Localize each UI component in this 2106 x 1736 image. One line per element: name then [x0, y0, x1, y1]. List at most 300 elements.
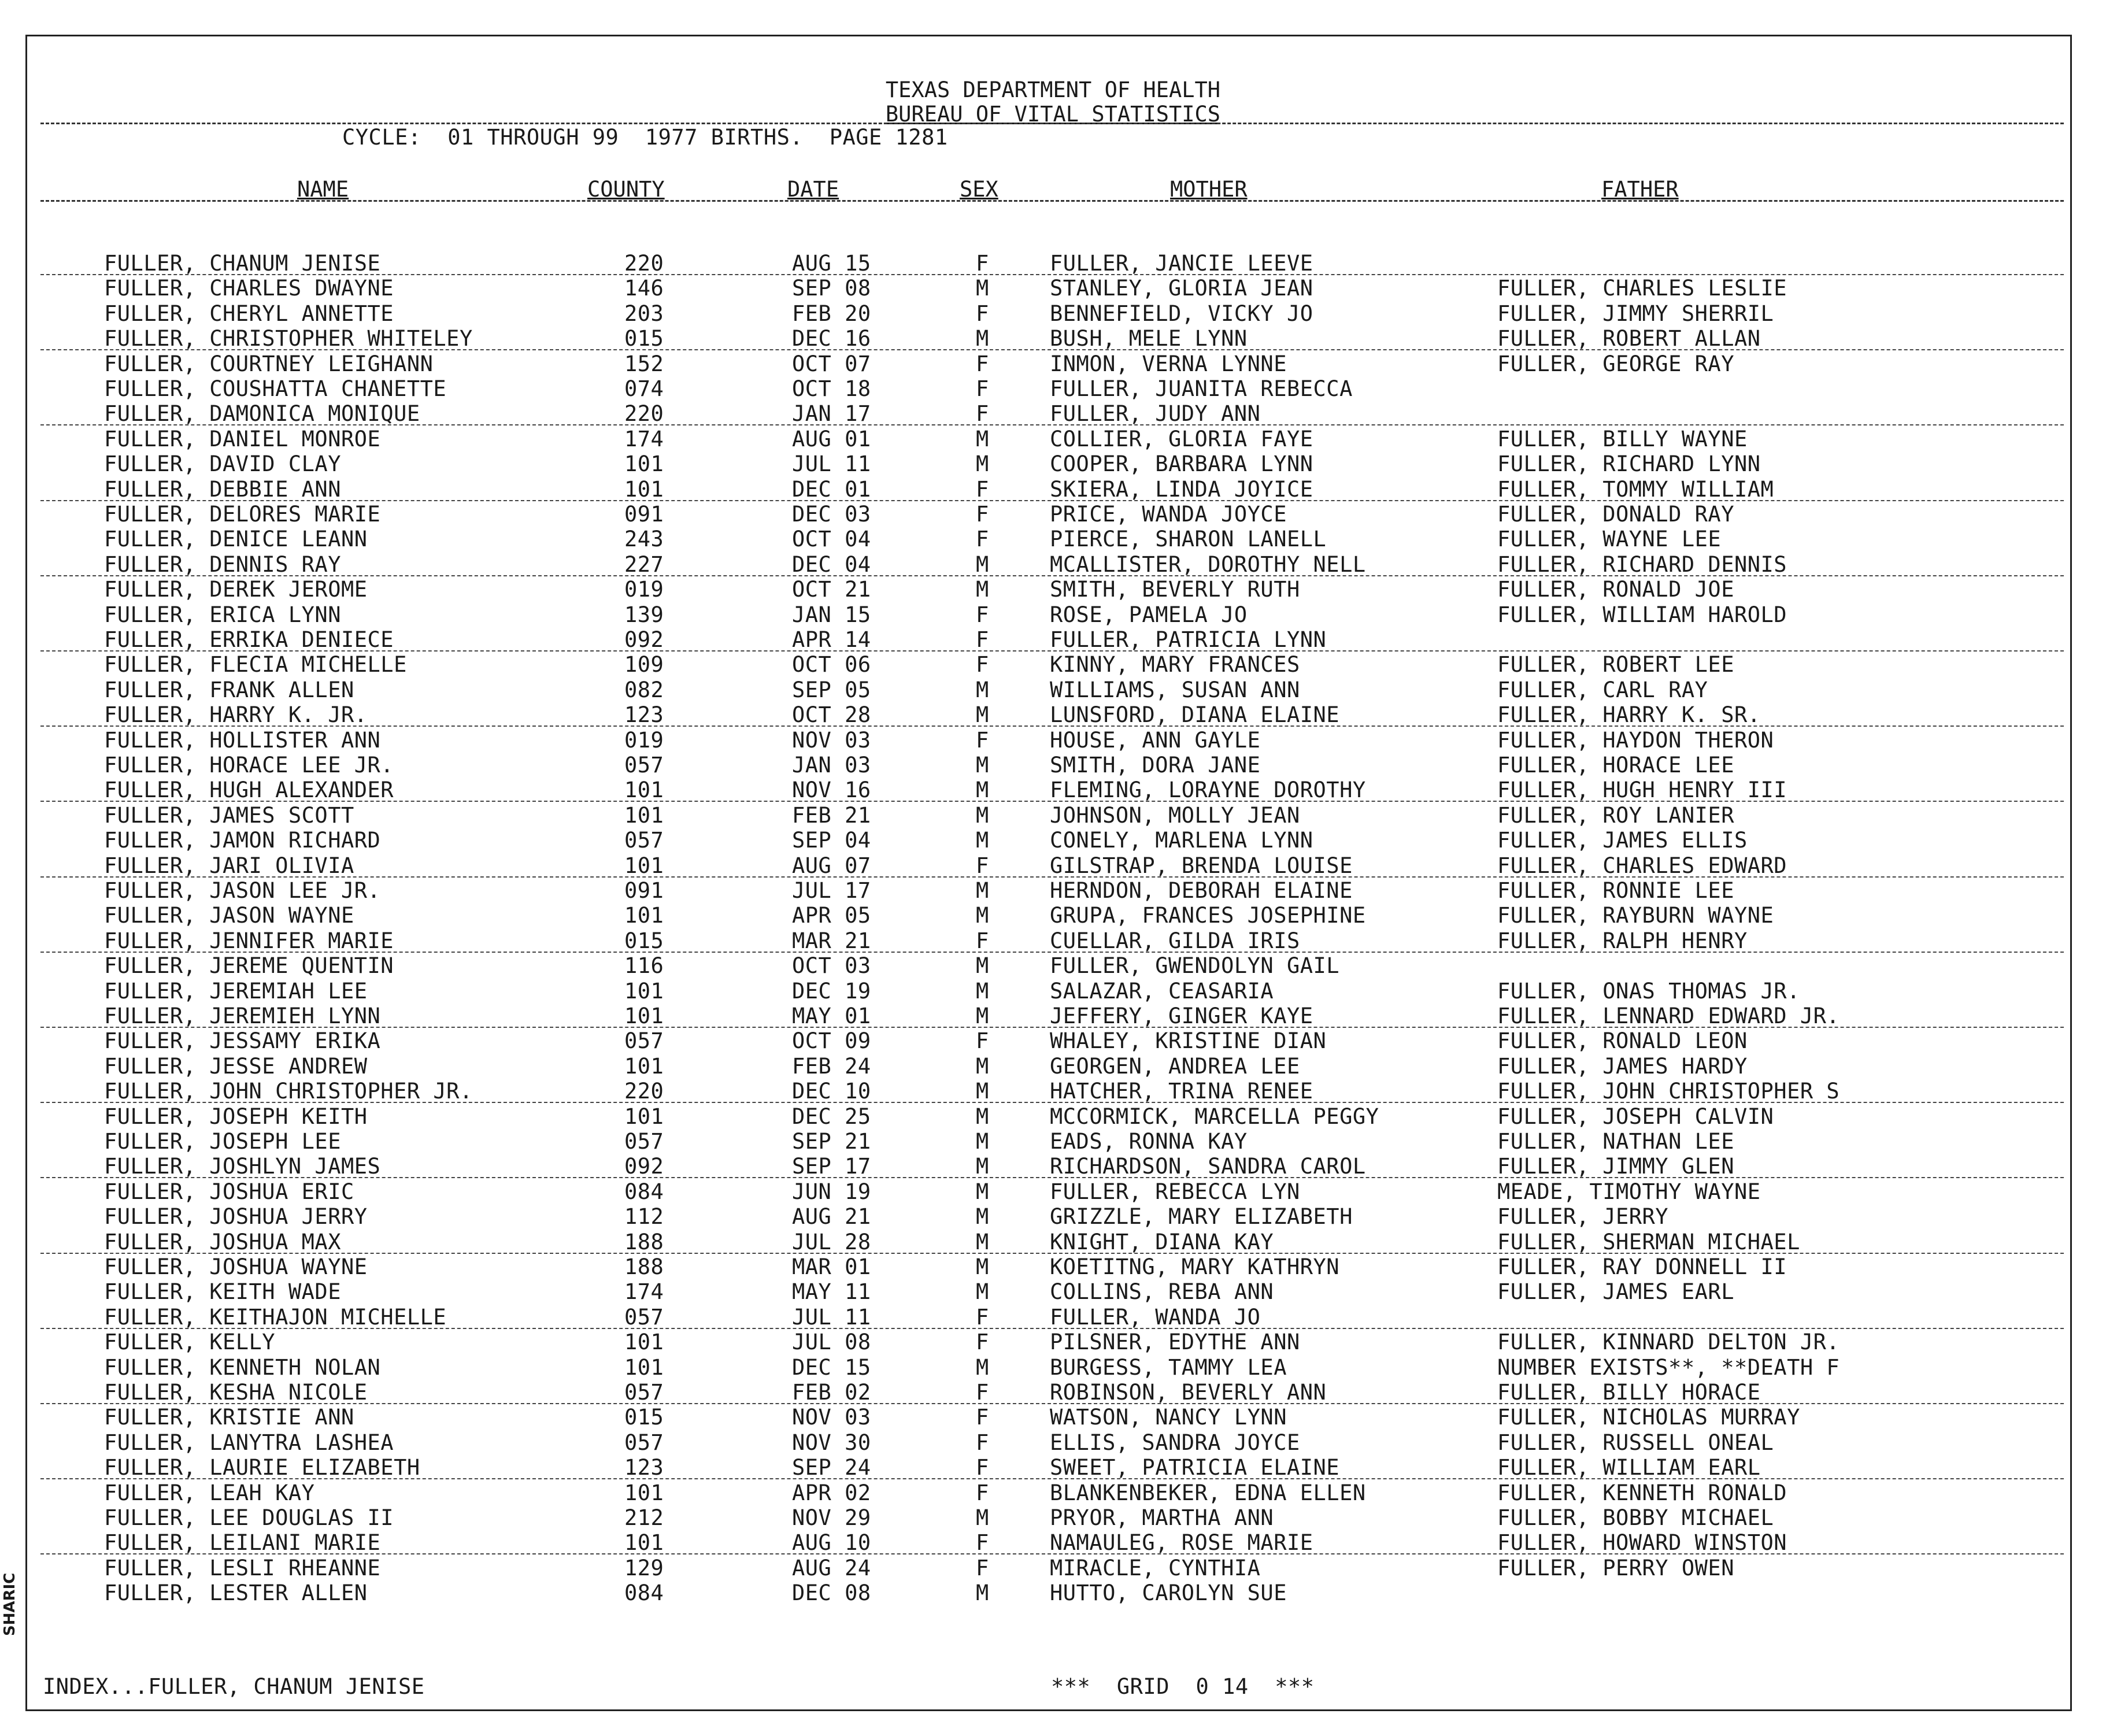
cell-sex: F: [976, 1555, 989, 1580]
cell-county: 212: [624, 1505, 664, 1530]
row-group-divider: [40, 1027, 2064, 1028]
cell-county: 101: [624, 1530, 664, 1556]
cell-name: FULLER, DELORES MARIE: [104, 502, 381, 527]
cell-date: MAR 21: [792, 928, 871, 953]
cell-father: FULLER, RUSSELL ONEAL: [1497, 1430, 1774, 1455]
cell-sex: M: [976, 978, 989, 1004]
cell-mother: COOPER, BARBARA LYNN: [1050, 451, 1313, 477]
cell-mother: STANLEY, GLORIA JEAN: [1050, 276, 1313, 301]
cell-name: FULLER, JEREME QUENTIN: [104, 953, 394, 979]
side-stamp: SHARIC: [1, 1572, 18, 1636]
cell-date: MAR 01: [792, 1254, 871, 1279]
cell-mother: GRIZZLE, MARY ELIZABETH: [1050, 1204, 1353, 1230]
cell-date: SEP 21: [792, 1129, 871, 1154]
cell-mother: SALAZAR, CEASARIA: [1050, 978, 1274, 1004]
cell-county: 101: [624, 802, 664, 828]
cell-date: OCT 06: [792, 652, 871, 678]
cell-father: FULLER, HAYDON THERON: [1497, 727, 1774, 753]
cell-father: FULLER, NATHAN LEE: [1497, 1129, 1734, 1154]
cell-name: FULLER, KRISTIE ANN: [104, 1405, 354, 1430]
cell-sex: F: [976, 1530, 989, 1556]
cell-county: 101: [624, 1354, 664, 1380]
row-group-divider: [40, 274, 2064, 275]
cell-date: NOV 29: [792, 1505, 871, 1530]
cell-father: FULLER, JAMES HARDY: [1497, 1053, 1748, 1079]
cell-date: OCT 04: [792, 527, 871, 552]
cell-name: FULLER, JENNIFER MARIE: [104, 928, 394, 953]
cell-name: FULLER, COUSHATTA CHANETTE: [104, 376, 447, 401]
cell-date: APR 14: [792, 627, 871, 652]
cell-mother: FLEMING, LORAYNE DOROTHY: [1050, 778, 1366, 803]
cell-date: AUG 01: [792, 426, 871, 451]
cell-date: JAN 15: [792, 602, 871, 627]
cell-father: FULLER, RONALD JOE: [1497, 577, 1734, 602]
cell-mother: COLLIER, GLORIA FAYE: [1050, 426, 1313, 451]
cell-sex: F: [976, 527, 989, 552]
cell-date: FEB 24: [792, 1053, 871, 1079]
cell-county: 101: [624, 1104, 664, 1129]
cell-mother: JOHNSON, MOLLY JEAN: [1050, 802, 1300, 828]
cell-sex: M: [976, 1505, 989, 1530]
cell-father: FULLER, BOBBY MICHAEL: [1497, 1505, 1774, 1530]
cell-father: FULLER, JAMES ELLIS: [1497, 828, 1748, 853]
cell-date: DEC 16: [792, 326, 871, 351]
row-group-divider: [40, 349, 2064, 350]
cell-sex: M: [976, 1204, 989, 1230]
cell-date: MAY 01: [792, 1004, 871, 1028]
cell-name: FULLER, JOSHLYN JAMES: [104, 1154, 381, 1179]
cell-name: FULLER, JOSHUA WAYNE: [104, 1254, 368, 1279]
agency-title: TEXAS DEPARTMENT OF HEALTH: [885, 77, 1221, 102]
cell-sex: M: [976, 1279, 989, 1305]
row-group-divider: [40, 575, 2064, 576]
cell-mother: CUELLAR, GILDA IRIS: [1050, 928, 1300, 953]
cell-father: FULLER, DONALD RAY: [1497, 502, 1734, 527]
cell-date: DEC 01: [792, 476, 871, 502]
cell-name: FULLER, FRANK ALLEN: [104, 677, 354, 702]
cell-mother: WILLIAMS, SUSAN ANN: [1050, 677, 1300, 702]
cell-date: SEP 05: [792, 677, 871, 702]
cell-father: FULLER, JOSEPH CALVIN: [1497, 1104, 1774, 1129]
cell-name: FULLER, LEILANI MARIE: [104, 1530, 381, 1556]
cell-date: DEC 03: [792, 502, 871, 527]
cell-date: AUG 07: [792, 853, 871, 878]
col-header-mother: MOTHER: [1170, 177, 1248, 202]
cell-sex: F: [976, 502, 989, 527]
cell-father: FULLER, JAMES EARL: [1497, 1279, 1734, 1305]
cell-date: DEC 25: [792, 1104, 871, 1129]
cell-mother: WATSON, NANCY LYNN: [1050, 1405, 1287, 1430]
cell-sex: F: [976, 853, 989, 878]
cell-county: 084: [624, 1179, 664, 1204]
cell-sex: F: [976, 476, 989, 502]
cell-county: 146: [624, 276, 664, 301]
cell-date: OCT 18: [792, 376, 871, 401]
cell-sex: F: [976, 401, 989, 427]
cell-father: FULLER, RALPH HENRY: [1497, 928, 1748, 953]
cell-name: FULLER, LESTER ALLEN: [104, 1580, 368, 1606]
cell-name: FULLER, HUGH ALEXANDER: [104, 778, 394, 803]
cell-date: SEP 17: [792, 1154, 871, 1179]
cell-name: FULLER, COURTNEY LEIGHANN: [104, 351, 434, 376]
cell-county: 019: [624, 727, 664, 753]
row-group-divider: [40, 424, 2064, 425]
column-divider: [40, 200, 2064, 202]
cell-name: FULLER, HOLLISTER ANN: [104, 727, 381, 753]
cell-father: FULLER, BILLY WAYNE: [1497, 426, 1748, 451]
cell-father: FULLER, ROY LANIER: [1497, 802, 1734, 828]
cell-county: 019: [624, 577, 664, 602]
cell-county: 116: [624, 953, 664, 979]
cell-county: 101: [624, 903, 664, 928]
cell-mother: FULLER, JANCIE LEEVE: [1050, 251, 1313, 276]
cell-mother: HERNDON, DEBORAH ELAINE: [1050, 878, 1353, 903]
cell-county: 101: [624, 1480, 664, 1505]
row-group-divider: [40, 500, 2064, 501]
cell-county: 101: [624, 978, 664, 1004]
cell-county: 203: [624, 301, 664, 326]
cell-name: FULLER, DAVID CLAY: [104, 451, 341, 477]
row-group-divider: [40, 1403, 2064, 1404]
cell-name: FULLER, CHARLES DWAYNE: [104, 276, 394, 301]
cell-father: FULLER, JIMMY SHERRIL: [1497, 301, 1774, 326]
cell-sex: M: [976, 953, 989, 979]
cell-father: FULLER, RONNIE LEE: [1497, 878, 1734, 903]
cell-father: FULLER, WAYNE LEE: [1497, 527, 1722, 552]
index-line: INDEX...FULLER, CHANUM JENISE: [43, 1674, 425, 1699]
cell-mother: MCCORMICK, MARCELLA PEGGY: [1050, 1104, 1379, 1129]
cell-date: OCT 07: [792, 351, 871, 376]
cell-name: FULLER, KELLY: [104, 1330, 276, 1355]
cell-name: FULLER, KEITH WADE: [104, 1279, 341, 1305]
cell-county: 015: [624, 928, 664, 953]
cell-name: FULLER, LESLI RHEANNE: [104, 1555, 381, 1580]
cell-father: FULLER, LENNARD EDWARD JR.: [1497, 1004, 1840, 1028]
bureau-title: BUREAU OF VITAL STATISTICS: [885, 102, 1221, 127]
cell-father: FULLER, CHARLES EDWARD: [1497, 853, 1787, 878]
cell-sex: M: [976, 778, 989, 803]
cell-date: JUL 28: [792, 1229, 871, 1254]
cell-county: 091: [624, 878, 664, 903]
cell-date: AUG 10: [792, 1530, 871, 1556]
cell-county: 101: [624, 476, 664, 502]
cell-sex: M: [976, 1004, 989, 1028]
col-header-date: DATE: [787, 177, 839, 202]
cell-mother: WHALEY, KRISTINE DIAN: [1050, 1028, 1327, 1054]
cell-sex: M: [976, 326, 989, 351]
cell-name: FULLER, JOSHUA ERIC: [104, 1179, 354, 1204]
row-group-divider: [40, 952, 2064, 953]
cell-sex: M: [976, 451, 989, 477]
cell-name: FULLER, JAMES SCOTT: [104, 802, 354, 828]
cell-father: FULLER, HOWARD WINSTON: [1497, 1530, 1787, 1556]
cell-date: OCT 03: [792, 953, 871, 979]
cell-sex: M: [976, 802, 989, 828]
cell-sex: M: [976, 551, 989, 577]
cell-county: 188: [624, 1229, 664, 1254]
cell-name: FULLER, LEAH KAY: [104, 1480, 315, 1505]
cell-name: FULLER, LEE DOUGLAS II: [104, 1505, 394, 1530]
cell-date: AUG 24: [792, 1555, 871, 1580]
cell-date: FEB 21: [792, 802, 871, 828]
cell-name: FULLER, DENICE LEANN: [104, 527, 368, 552]
cell-mother: ROBINSON, BEVERLY ANN: [1050, 1380, 1327, 1405]
cell-father: FULLER, RAYBURN WAYNE: [1497, 903, 1774, 928]
cell-name: FULLER, JASON WAYNE: [104, 903, 354, 928]
cell-mother: HOUSE, ANN GAYLE: [1050, 727, 1261, 753]
cell-father: FULLER, JOHN CHRISTOPHER S: [1497, 1079, 1840, 1104]
cell-name: FULLER, DANIEL MONROE: [104, 426, 381, 451]
cell-father: FULLER, KENNETH RONALD: [1497, 1480, 1787, 1505]
cell-mother: NAMAULEG, ROSE MARIE: [1050, 1530, 1313, 1556]
cell-father: FULLER, RICHARD DENNIS: [1497, 551, 1787, 577]
cell-father: FULLER, JERRY: [1497, 1204, 1669, 1230]
cell-mother: PRICE, WANDA JOYCE: [1050, 502, 1287, 527]
cell-county: 109: [624, 652, 664, 678]
cell-sex: M: [976, 1229, 989, 1254]
cell-father: FULLER, SHERMAN MICHAEL: [1497, 1229, 1800, 1254]
cell-date: NOV 03: [792, 727, 871, 753]
cell-name: FULLER, JOSHUA MAX: [104, 1229, 341, 1254]
row-group-divider: [40, 801, 2064, 802]
cell-mother: PIERCE, SHARON LANELL: [1050, 527, 1327, 552]
cell-county: 092: [624, 627, 664, 652]
row-group-divider: [40, 1328, 2064, 1329]
cell-sex: F: [976, 301, 989, 326]
cell-father: FULLER, RONALD LEON: [1497, 1028, 1748, 1054]
cycle-line: CYCLE: 01 THROUGH 99 1977 BIRTHS. PAGE 1281: [342, 125, 948, 150]
cell-date: MAY 11: [792, 1279, 871, 1305]
cell-county: 082: [624, 677, 664, 702]
cell-county: 139: [624, 602, 664, 627]
cell-sex: M: [976, 878, 989, 903]
cell-county: 220: [624, 1079, 664, 1104]
cell-county: 129: [624, 1555, 664, 1580]
cell-father: FULLER, GEORGE RAY: [1497, 351, 1734, 376]
cell-sex: F: [976, 602, 989, 627]
cell-father: FULLER, RICHARD LYNN: [1497, 451, 1761, 477]
row-group-divider: [40, 1253, 2064, 1254]
cell-county: 092: [624, 1154, 664, 1179]
cell-mother: MCALLISTER, DOROTHY NELL: [1050, 551, 1366, 577]
cell-father: FULLER, RAY DONNELL II: [1497, 1254, 1787, 1279]
cell-county: 101: [624, 451, 664, 477]
cell-sex: F: [976, 1028, 989, 1054]
cell-date: OCT 28: [792, 702, 871, 728]
row-group-divider: [40, 1102, 2064, 1103]
cell-county: 057: [624, 1304, 664, 1330]
cell-county: 220: [624, 401, 664, 427]
cell-county: 174: [624, 1279, 664, 1305]
cell-mother: KINNY, MARY FRANCES: [1050, 652, 1300, 678]
cell-sex: F: [976, 1380, 989, 1405]
cell-mother: EADS, RONNA KAY: [1050, 1129, 1248, 1154]
cell-county: 101: [624, 1004, 664, 1028]
cell-father: MEADE, TIMOTHY WAYNE: [1497, 1179, 1761, 1204]
cell-date: DEC 04: [792, 551, 871, 577]
col-header-sex: SEX: [960, 177, 998, 202]
cell-name: FULLER, JARI OLIVIA: [104, 853, 354, 878]
cell-father: FULLER, NICHOLAS MURRAY: [1497, 1405, 1800, 1430]
cell-sex: F: [976, 1405, 989, 1430]
cell-mother: SWEET, PATRICIA ELAINE: [1050, 1455, 1340, 1480]
cell-sex: M: [976, 1079, 989, 1104]
cell-sex: F: [976, 652, 989, 678]
cell-name: FULLER, DAMONICA MONIQUE: [104, 401, 420, 427]
cell-mother: BENNEFIELD, VICKY JO: [1050, 301, 1313, 326]
cell-date: JAN 03: [792, 753, 871, 778]
cell-mother: PRYOR, MARTHA ANN: [1050, 1505, 1274, 1530]
cell-mother: HUTTO, CAROLYN SUE: [1050, 1580, 1287, 1606]
cell-date: JUL 17: [792, 878, 871, 903]
cell-name: FULLER, CHANUM JENISE: [104, 251, 381, 276]
cell-county: 188: [624, 1254, 664, 1279]
cell-sex: M: [976, 1053, 989, 1079]
cell-date: SEP 08: [792, 276, 871, 301]
row-group-divider: [40, 650, 2064, 652]
cell-county: 243: [624, 527, 664, 552]
cell-sex: M: [976, 1129, 989, 1154]
cell-date: JUL 08: [792, 1330, 871, 1355]
cell-county: 101: [624, 1053, 664, 1079]
cell-mother: BLANKENBEKER, EDNA ELLEN: [1050, 1480, 1366, 1505]
cell-name: FULLER, LANYTRA LASHEA: [104, 1430, 394, 1455]
cell-date: JUL 11: [792, 1304, 871, 1330]
cell-name: FULLER, JESSAMY ERIKA: [104, 1028, 381, 1054]
cell-sex: M: [976, 677, 989, 702]
col-header-father: FATHER: [1601, 177, 1679, 202]
cell-mother: FULLER, PATRICIA LYNN: [1050, 627, 1327, 652]
cell-county: 057: [624, 1430, 664, 1455]
cell-mother: FULLER, WANDA JO: [1050, 1304, 1261, 1330]
cell-name: FULLER, ERICA LYNN: [104, 602, 341, 627]
cell-name: FULLER, CHRISTOPHER WHITELEY: [104, 326, 473, 351]
cell-mother: SMITH, BEVERLY RUTH: [1050, 577, 1300, 602]
cell-father: FULLER, BILLY HORACE: [1497, 1380, 1761, 1405]
cell-date: DEC 19: [792, 978, 871, 1004]
cell-father: FULLER, PERRY OWEN: [1497, 1555, 1734, 1580]
cell-father: FULLER, WILLIAM EARL: [1497, 1455, 1761, 1480]
cell-date: FEB 20: [792, 301, 871, 326]
cell-sex: F: [976, 1455, 989, 1480]
cell-mother: HATCHER, TRINA RENEE: [1050, 1079, 1313, 1104]
cell-county: 057: [624, 828, 664, 853]
cell-county: 101: [624, 853, 664, 878]
cell-mother: LUNSFORD, DIANA ELAINE: [1050, 702, 1340, 728]
cell-county: 112: [624, 1204, 664, 1230]
cell-mother: RICHARDSON, SANDRA CAROL: [1050, 1154, 1366, 1179]
cell-sex: M: [976, 1154, 989, 1179]
cell-date: AUG 15: [792, 251, 871, 276]
grid-line: *** GRID 0 14 ***: [1051, 1674, 1315, 1699]
cell-name: FULLER, JASON LEE JR.: [104, 878, 381, 903]
cell-sex: M: [976, 1179, 989, 1204]
cell-father: FULLER, CARL RAY: [1497, 677, 1708, 702]
cell-name: FULLER, DENNIS RAY: [104, 551, 341, 577]
cell-date: SEP 04: [792, 828, 871, 853]
row-group-divider: [40, 726, 2064, 727]
cell-county: 152: [624, 351, 664, 376]
cell-mother: MIRACLE, CYNTHIA: [1050, 1555, 1261, 1580]
cell-mother: GILSTRAP, BRENDA LOUISE: [1050, 853, 1353, 878]
cell-county: 220: [624, 251, 664, 276]
cell-sex: M: [976, 753, 989, 778]
cell-mother: GRUPA, FRANCES JOSEPHINE: [1050, 903, 1366, 928]
col-header-name: NAME: [297, 177, 349, 202]
cell-sex: M: [976, 828, 989, 853]
cell-name: FULLER, JEREMIEH LYNN: [104, 1004, 381, 1028]
cell-name: FULLER, KEITHAJON MICHELLE: [104, 1304, 447, 1330]
cell-mother: ELLIS, SANDRA JOYCE: [1050, 1430, 1300, 1455]
cell-county: 015: [624, 1405, 664, 1430]
cell-county: 174: [624, 426, 664, 451]
cell-father: FULLER, HUGH HENRY III: [1497, 778, 1787, 803]
cell-father: FULLER, ROBERT ALLAN: [1497, 326, 1761, 351]
cell-mother: SMITH, DORA JANE: [1050, 753, 1261, 778]
cell-mother: GEORGEN, ANDREA LEE: [1050, 1053, 1300, 1079]
cell-name: FULLER, LAURIE ELIZABETH: [104, 1455, 420, 1480]
cell-sex: M: [976, 577, 989, 602]
cell-sex: M: [976, 903, 989, 928]
cell-mother: SKIERA, LINDA JOYICE: [1050, 476, 1313, 502]
cell-sex: F: [976, 1430, 989, 1455]
cell-mother: KOETITNG, MARY KATHRYN: [1050, 1254, 1340, 1279]
row-group-divider: [40, 876, 2064, 878]
cell-sex: F: [976, 727, 989, 753]
cell-date: APR 02: [792, 1480, 871, 1505]
cell-date: SEP 24: [792, 1455, 871, 1480]
cell-father: FULLER, KINNARD DELTON JR.: [1497, 1330, 1840, 1355]
cell-name: FULLER, ERRIKA DENIECE: [104, 627, 394, 652]
cell-mother: KNIGHT, DIANA KAY: [1050, 1229, 1274, 1254]
cell-date: AUG 21: [792, 1204, 871, 1230]
cell-father: FULLER, TOMMY WILLIAM: [1497, 476, 1774, 502]
cell-sex: F: [976, 627, 989, 652]
cell-county: 123: [624, 702, 664, 728]
cell-name: FULLER, JOSHUA JERRY: [104, 1204, 368, 1230]
cell-date: NOV 30: [792, 1430, 871, 1455]
cell-father: FULLER, HORACE LEE: [1497, 753, 1734, 778]
cell-father: FULLER, ROBERT LEE: [1497, 652, 1734, 678]
cell-date: DEC 15: [792, 1354, 871, 1380]
cell-mother: FULLER, REBECCA LYN: [1050, 1179, 1300, 1204]
cell-county: 057: [624, 1129, 664, 1154]
cell-date: APR 05: [792, 903, 871, 928]
cell-sex: F: [976, 251, 989, 276]
cell-sex: F: [976, 928, 989, 953]
cell-mother: BURGESS, TAMMY LEA: [1050, 1354, 1287, 1380]
cell-county: 015: [624, 326, 664, 351]
col-header-county: COUNTY: [587, 177, 665, 202]
cell-sex: M: [976, 702, 989, 728]
cell-sex: M: [976, 1254, 989, 1279]
cell-sex: F: [976, 376, 989, 401]
cell-mother: FULLER, JUDY ANN: [1050, 401, 1261, 427]
cell-county: 123: [624, 1455, 664, 1480]
cell-father: NUMBER EXISTS**, **DEATH F: [1497, 1354, 1840, 1380]
cell-county: 074: [624, 376, 664, 401]
cell-date: OCT 09: [792, 1028, 871, 1054]
cell-mother: COLLINS, REBA ANN: [1050, 1279, 1274, 1305]
cell-father: FULLER, WILLIAM HAROLD: [1497, 602, 1787, 627]
cell-mother: ROSE, PAMELA JO: [1050, 602, 1248, 627]
cell-name: FULLER, FLECIA MICHELLE: [104, 652, 407, 678]
header-divider: [40, 123, 2064, 124]
cell-father: FULLER, JIMMY GLEN: [1497, 1154, 1734, 1179]
cell-date: DEC 10: [792, 1079, 871, 1104]
cell-sex: F: [976, 1480, 989, 1505]
cell-date: DEC 08: [792, 1580, 871, 1606]
